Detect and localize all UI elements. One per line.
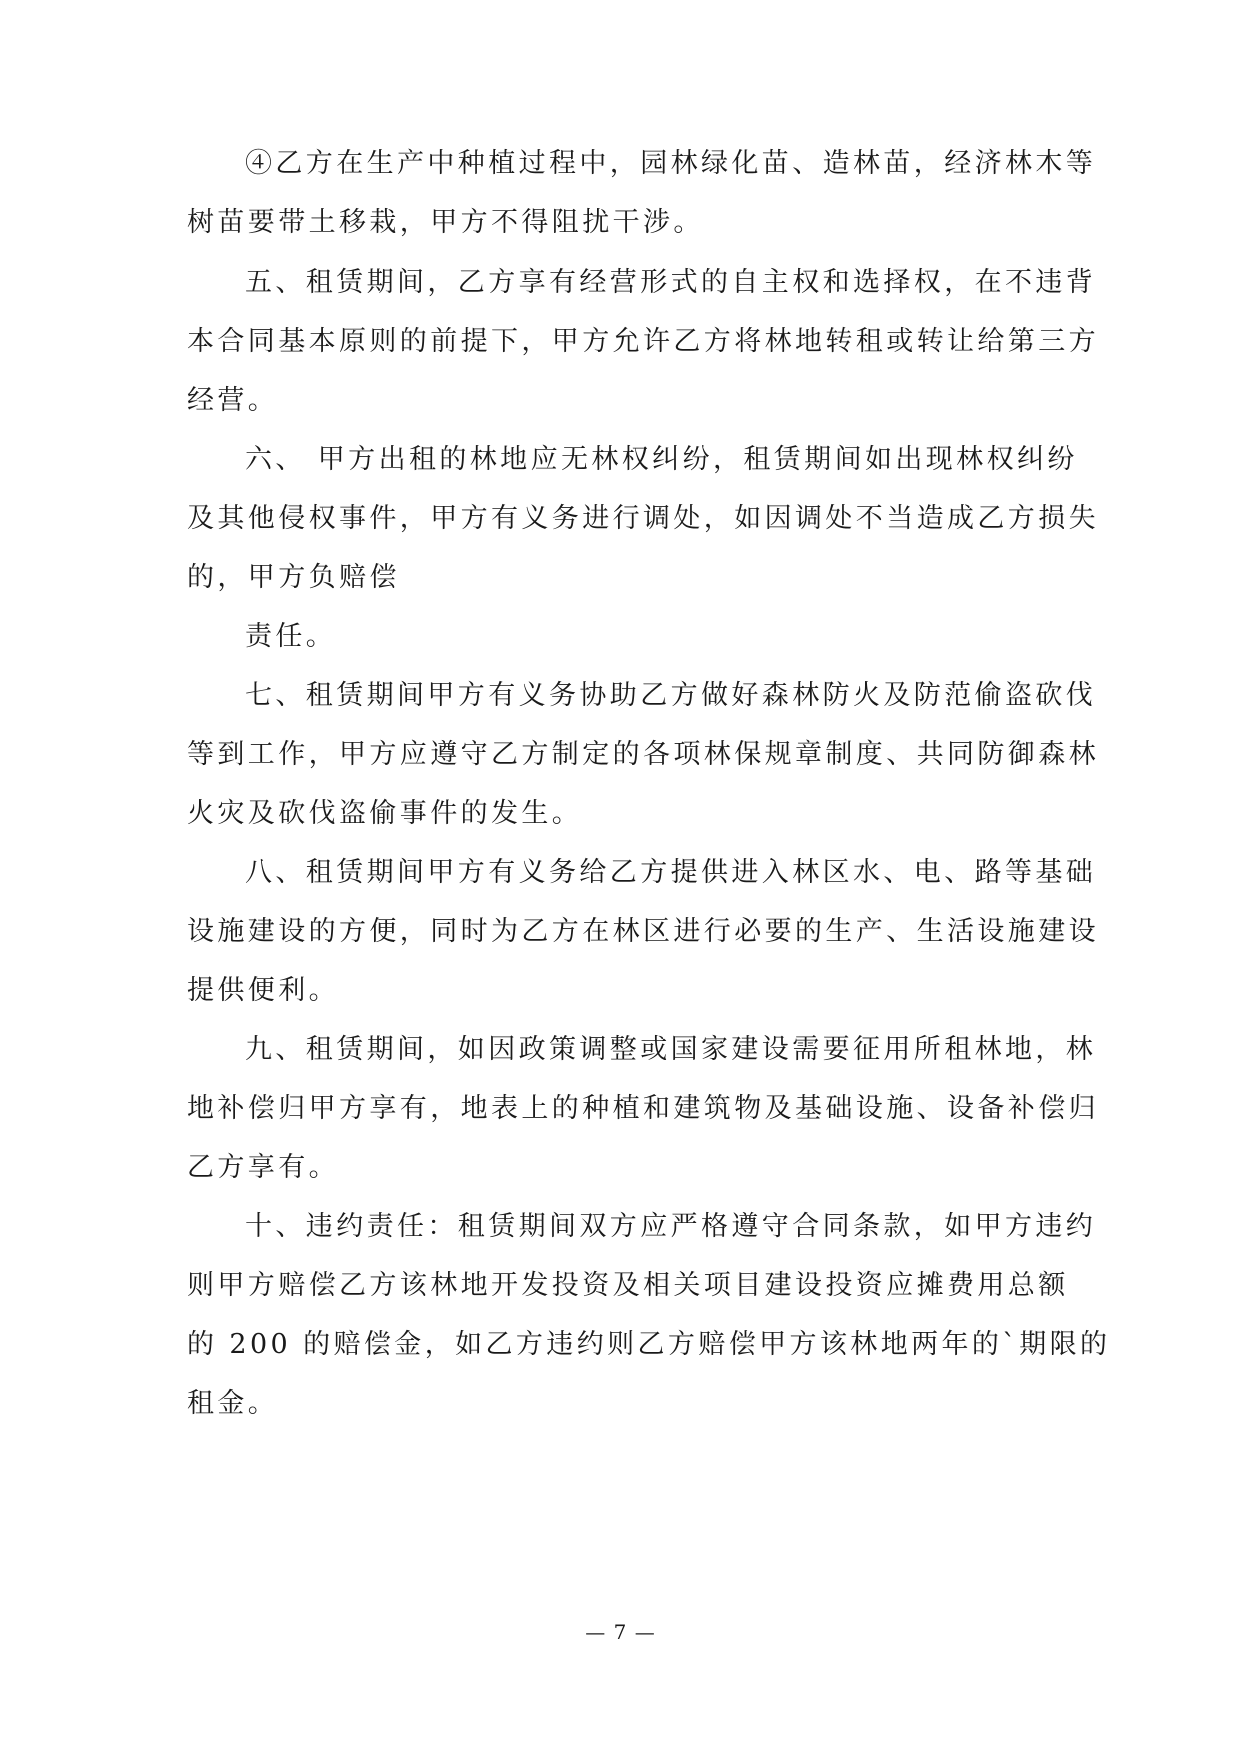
text-line: 火灾及砍伐盗偷事件的发生。 (187, 798, 583, 829)
text-line: 九、租赁期间，如因政策调整或国家建设需要征用所租林地，林 (245, 1034, 1097, 1065)
text-line: 八、租赁期间甲方有义务给乙方提供进入林区水、电、路等基础 (245, 857, 1097, 888)
text-line: 则甲方赔偿乙方该林地开发投资及相关项目建设投资应摊费用总额 (187, 1270, 1069, 1301)
text-line: 设施建设的方便，同时为乙方在林区进行必要的生产、生活设施建设 (187, 916, 1099, 947)
text-line: 等到工作，甲方应遵守乙方制定的各项林保规章制度、共同防御森林 (187, 739, 1099, 770)
page-number: — 7 — (585, 1620, 656, 1644)
text-line: 六、 甲方出租的林地应无林权纠纷，租赁期间如出现林权纠纷 (245, 444, 1078, 475)
text-line: 的，甲方负赔偿 (187, 562, 400, 593)
text-line: 树苗要带土移栽，甲方不得阻扰干涉。 (187, 207, 704, 238)
text-line: 租金。 (187, 1388, 279, 1419)
text-line: 提供便利。 (187, 975, 339, 1006)
text-line: 五、租赁期间，乙方享有经营形式的自主权和选择权，在不违背 (245, 267, 1097, 298)
text-line: 本合同基本原则的前提下，甲方允许乙方将林地转租或转让给第三方 (187, 326, 1099, 357)
text-line: 地补偿归甲方享有，地表上的种植和建筑物及基础设施、设备补偿归 (187, 1093, 1099, 1124)
text-line: 十、违约责任：租赁期间双方应严格遵守合同条款，如甲方违约 (245, 1211, 1097, 1242)
text-line: 七、租赁期间甲方有义务协助乙方做好森林防火及防范偷盗砍伐 (245, 680, 1097, 711)
text-line: 经营。 (187, 385, 279, 416)
text-line: ④乙方在生产中种植过程中，园林绿化苗、造林苗，经济林木等 (245, 148, 1097, 179)
text-line: 及其他侵权事件，甲方有义务进行调处，如因调处不当造成乙方损失 (187, 503, 1099, 534)
text-line: 的 200 的赔偿金，如乙方违约则乙方赔偿甲方该林地两年的`期限的 (187, 1329, 1111, 1360)
text-line: 乙方享有。 (187, 1152, 339, 1183)
text-line: 责任。 (245, 621, 337, 652)
